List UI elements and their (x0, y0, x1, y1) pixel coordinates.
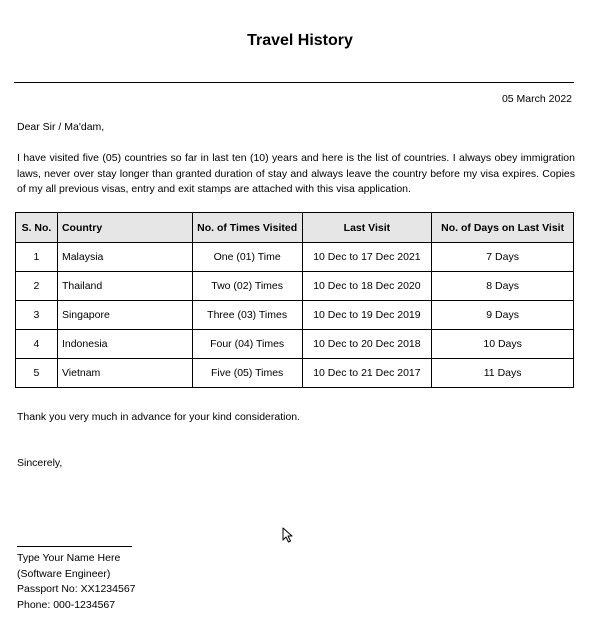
signer-occupation: (Software Engineer) (17, 567, 111, 580)
header-days-last-visit: No. of Days on Last Visit (432, 213, 574, 243)
cell-times-visited: Four (04) Times (192, 330, 302, 359)
cell-days-last-visit: 11 Days (432, 359, 574, 388)
signer-passport: Passport No: XX1234567 (17, 583, 136, 595)
cell-days-last-visit: 7 Days (432, 243, 574, 272)
cell-country: Malaysia (57, 243, 192, 272)
table-row (16, 301, 574, 330)
header-times-visited: No. of Times Visited (192, 213, 302, 243)
cell-country: Singapore (57, 301, 192, 330)
cell-serial-no: 5 (16, 359, 58, 388)
sign-off: Sincerely, (17, 457, 63, 469)
cell-days-last-visit: 8 Days (432, 272, 574, 301)
header-country: Country (57, 213, 192, 243)
cell-country: Vietnam (57, 359, 192, 388)
cell-country: Indonesia (57, 330, 192, 359)
cell-country: Thailand (57, 272, 192, 301)
document-title: Travel History (247, 32, 353, 49)
travel-history-table (15, 212, 574, 388)
cell-last-visit: 10 Dec to 18 Dec 2020 (302, 272, 432, 301)
cell-times-visited: Five (05) Times (192, 359, 302, 388)
cell-times-visited: Two (02) Times (192, 272, 302, 301)
signature-line (17, 546, 132, 547)
table-row (16, 243, 574, 272)
title-divider (14, 82, 574, 83)
cell-last-visit: 10 Dec to 19 Dec 2019 (302, 301, 432, 330)
salutation: Dear Sir / Ma'dam, (17, 121, 105, 133)
table-header-row (16, 213, 574, 243)
table-row (16, 272, 574, 301)
header-last-visit: Last Visit (302, 213, 432, 243)
cell-days-last-visit: 9 Days (432, 301, 574, 330)
signature-block (17, 551, 136, 613)
cell-last-visit: 10 Dec to 20 Dec 2018 (302, 330, 432, 359)
closing-thanks: Thank you very much in advance for your kind consideration. (17, 411, 301, 423)
cell-serial-no: 1 (16, 243, 58, 272)
cell-last-visit: 10 Dec to 17 Dec 2021 (302, 243, 432, 272)
table-row (16, 330, 574, 359)
cell-serial-no: 3 (16, 301, 58, 330)
intro-paragraph: I have visited five (05) countries so far in last ten (10) years and here is the list of countries. I always obey immigration laws, never over stay longer than granted duration of stay and always leave the country before my visa expires. Copies of my all previous visas, entry and exit stamps are attached with this visa application. (17, 152, 575, 195)
cell-days-last-visit: 10 Days (432, 330, 574, 359)
header-serial-no: S. No. (16, 213, 58, 243)
letter-date: 05 March 2022 (501, 93, 572, 105)
cell-times-visited: Three (03) Times (192, 301, 302, 330)
cell-serial-no: 2 (16, 272, 58, 301)
cell-last-visit: 10 Dec to 21 Dec 2017 (302, 359, 432, 388)
cell-serial-no: 4 (16, 330, 58, 359)
signer-phone: Phone: 000-1234567 (17, 598, 116, 611)
signer-name: Type Your Name Here (17, 552, 121, 564)
mouse-pointer-icon (282, 527, 294, 543)
table-row (16, 359, 574, 388)
cell-times-visited: One (01) Time (192, 243, 302, 272)
